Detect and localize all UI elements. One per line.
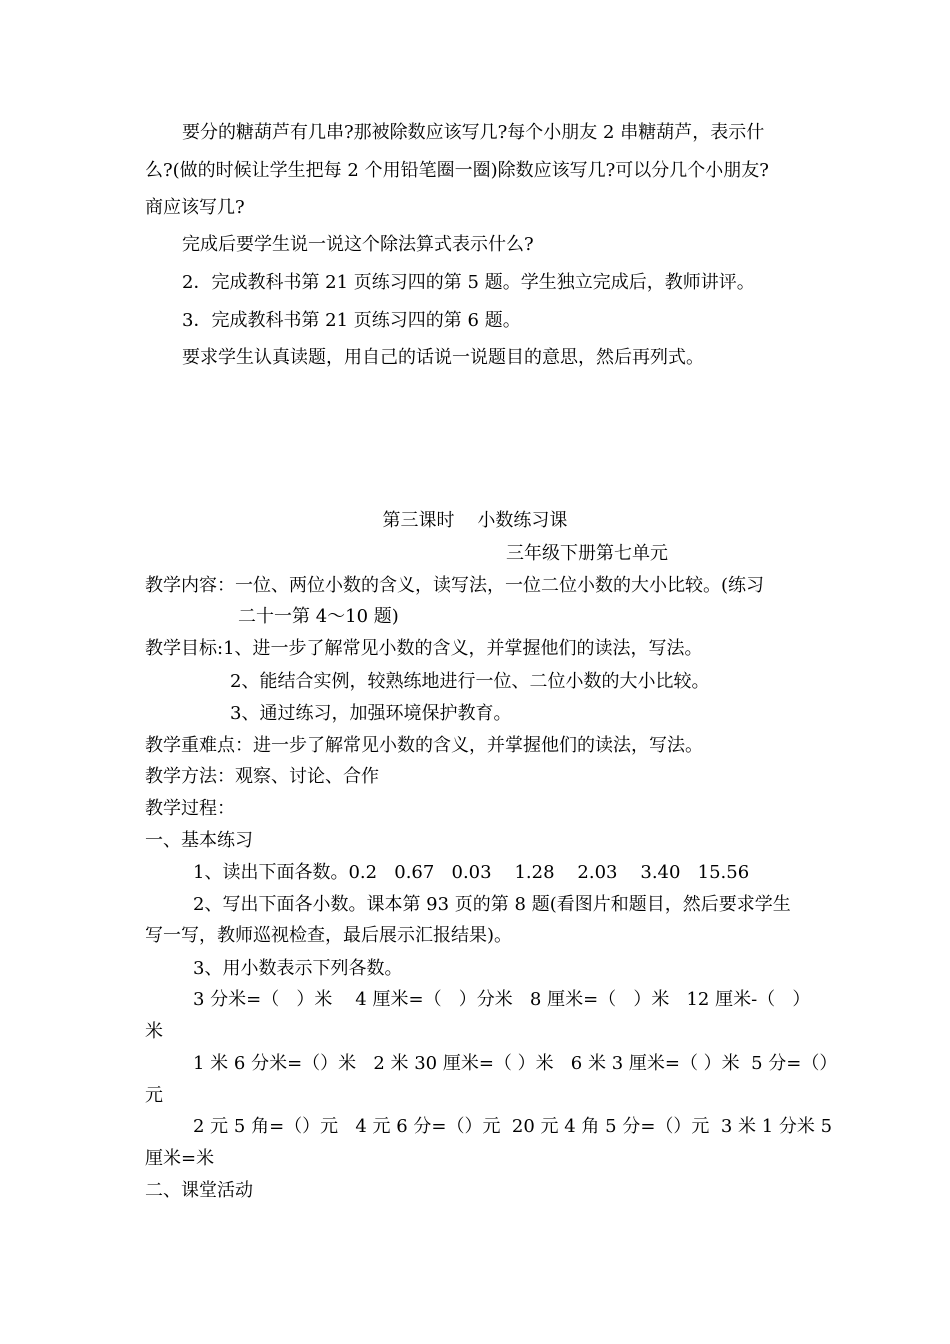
- exercise-3: 3、用小数表示下列各数。: [193, 958, 403, 979]
- teaching-goal-3: 3、通过练习，加强环境保护教育。: [230, 703, 512, 724]
- exercise-row: 3 分米=（ ）米 4 厘米=（ ）分米 8 厘米=（ ）米 12 厘米-（ ）: [193, 989, 811, 1010]
- paragraph-line: 3．完成教科书第 21 页练习四的第 6 题。: [182, 310, 521, 331]
- paragraph-line: 2．完成教科书第 21 页练习四的第 5 题。学生独立完成后，教师讲评。: [182, 272, 755, 293]
- teaching-method: 教学方法：观察、讨论、合作: [145, 766, 379, 787]
- exercise-2-cont: 写一写，教师巡视检查，最后展示汇报结果)。: [145, 925, 513, 946]
- exercise-row: 2 元 5 角=（）元 4 元 6 分=（）元 20 元 4 角 5 分=（）元 3 米 1 分米 5: [193, 1116, 833, 1137]
- teaching-goal-1: 教学目标:1、进一步了解常见小数的含义，并掌握他们的读法，写法。: [145, 638, 703, 659]
- exercise-row: 1 米 6 分米=（）米 2 米 30 厘米=（ ）米 6 米 3 厘米=（ ）米 5 分=（）: [193, 1053, 838, 1074]
- teaching-goal-2: 2、能结合实例，较熟练地进行一位、二位小数的大小比较。: [230, 671, 710, 692]
- teaching-key-points: 教学重难点：进一步了解常见小数的含义，并掌握他们的读法，写法。: [145, 735, 703, 756]
- exercise-1: 1、读出下面各数。0.2 0.67 0.03 1.28 2.03 3.40 15.56: [193, 862, 750, 883]
- exercise-row-cont: 元: [145, 1085, 163, 1106]
- exercise-row-cont: 米: [145, 1021, 163, 1042]
- paragraph-line: 商应该写几?: [145, 197, 245, 218]
- teaching-content: 教学内容：一位、两位小数的含义，读写法，一位二位小数的大小比较。(练习: [145, 575, 765, 596]
- teaching-content-cont: 二十一第 4～10 题): [238, 606, 399, 627]
- section-heading: 一、基本练习: [145, 830, 253, 851]
- teaching-process: 教学过程：: [145, 798, 235, 819]
- paragraph-line: 完成后要学生说一说这个除法算式表示什么?: [182, 234, 534, 255]
- lesson-subtitle: 三年级下册第七单元: [506, 543, 668, 564]
- paragraph-line: 要分的糖葫芦有几串?那被除数应该写几?每个小朋友 2 串糖葫芦，表示什: [182, 122, 765, 143]
- section-heading: 二、课堂活动: [145, 1180, 253, 1201]
- exercise-row-cont: 厘米=米: [145, 1148, 215, 1169]
- paragraph-line: 要求学生认真读题，用自己的话说一说题目的意思，然后再列式。: [182, 347, 704, 368]
- exercise-2: 2、写出下面各小数。课本第 93 页的第 8 题(看图片和题目，然后要求学生: [193, 894, 791, 915]
- lesson-title: 第三课时 小数练习课: [382, 510, 568, 531]
- paragraph-line: 么?(做的时候让学生把每 2 个用铅笔圈一圈)除数应该写几?可以分几个小朋友?: [145, 160, 769, 181]
